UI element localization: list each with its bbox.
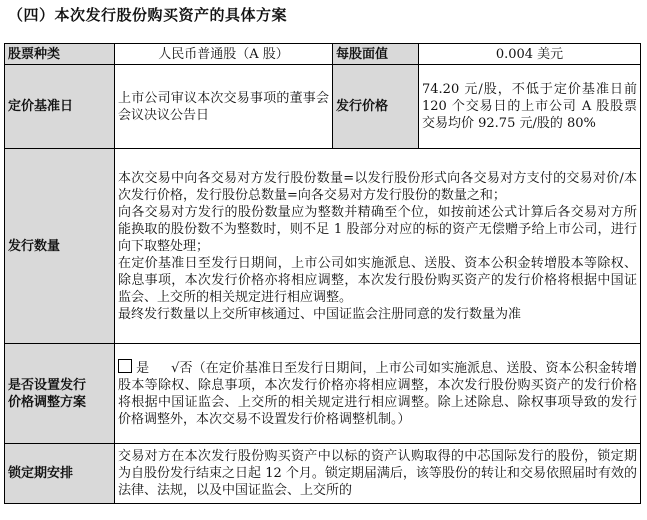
issue-price-label: 发行价格	[333, 65, 419, 149]
row-pricing	[5, 65, 641, 149]
plan-table	[4, 43, 641, 504]
quantity-paragraph: 向各交易对方发行的股份数量应为整数并精确至个位，如按前述公式计算后各交易对方所能换取的股份数不为整数时，则不足 1 股部分对应的标的资产无偿赠予给上市公司，进行向下取整处理；	[118, 204, 637, 254]
par-value-value: 0.004 美元	[419, 44, 641, 65]
price-adjustment-label-line2: 价格调整方案	[8, 394, 87, 410]
yes-option: 是	[136, 361, 150, 376]
quantity-paragraph: 最终发行数量以上交所审核通过、中国证监会注册同意的发行数量为准	[118, 306, 522, 322]
yes-checkbox-icon	[118, 359, 132, 373]
price-adjustment-label	[5, 344, 115, 444]
row-lockup	[5, 444, 641, 504]
row-stock-type	[5, 44, 641, 65]
lockup-content	[115, 444, 641, 504]
stock-type-value: 人民币普通股（A 股）	[115, 44, 333, 65]
row-adjustment	[5, 344, 641, 444]
pricing-date-label: 定价基准日	[5, 65, 115, 149]
lockup-label: 锁定期安排	[5, 444, 115, 504]
lockup-text-clip	[118, 448, 637, 499]
price-adjustment-label-line1: 是否设置发行	[8, 377, 87, 393]
stock-type-label: 股票种类	[5, 44, 115, 65]
pricing-date-value: 上市公司审议本次交易事项的董事会会议决议公告日	[115, 65, 333, 149]
issue-quantity-content	[115, 149, 641, 344]
row-quantity	[5, 149, 641, 344]
quantity-paragraph: 本次交易中向各交易对方发行股份数量=以发行股份形式向各交易对方支付的交易对价/本次发行价格，发行股份总数量=向各交易对方发行股份的数量之和；	[118, 170, 637, 203]
par-value-label: 每股面值	[333, 44, 419, 65]
section-heading: （四）本次发行股份购买资产的具体方案	[8, 6, 288, 24]
price-adjustment-content	[115, 344, 641, 444]
price-adjustment-text: （在定价基准日至发行日期间，上市公司如实施派息、送股、资本公积金转增股本等除权、除息事项，本次发行价格亦将相应调整，本次发行股份购买资产的发行价格将根据中国证监会、上交所的相关规定进行相应调整。除上述除息、除权事项导致的发行价格调整外，本次交易不设置发行价格调整机制。）	[118, 361, 637, 427]
no-option-checked: √否	[171, 361, 193, 376]
quantity-paragraph: 在定价基准日至发行日期间，上市公司如实施派息、送股、资本公积金转增股本等除权、除息事项，本次发行价格亦将相应调整，本次发行股份购买资产的发行价格将根据中国证监会、上交所的相关规定进行相应调整。	[118, 255, 637, 305]
issue-price-value: 74.20 元/股，不低于定价基准日前 120 个交易日的上市公司 A 股股票交易均价 92.75 元/股的 80%	[419, 65, 641, 149]
lockup-text: 交易对方在本次发行股份购买资产中以标的资产认购取得的中芯国际发行的股份，锁定期为自股份发行结束之日起 12 个月。锁定期届满后，该等股份的转让和交易依照届时有效的法律、法规，以及中国证监会、上交所的	[118, 449, 637, 498]
issue-quantity-label: 发行数量	[5, 149, 115, 344]
